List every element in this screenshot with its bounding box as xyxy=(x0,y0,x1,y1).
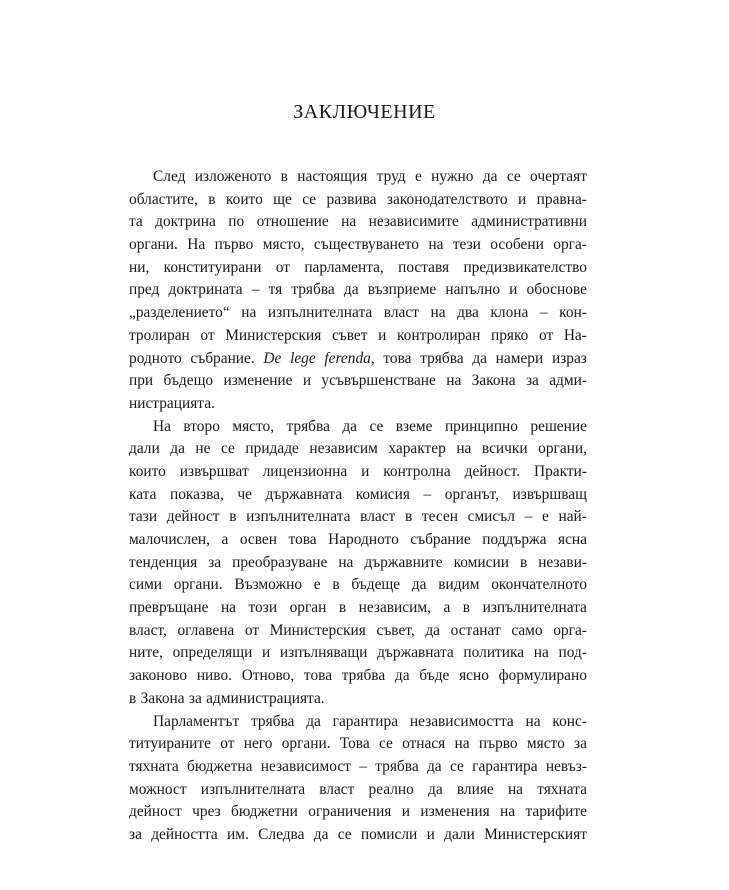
paragraph xyxy=(129,166,587,416)
text-line: превръщане на този орган в независим, а в изпълнителната xyxy=(129,599,587,617)
text-line: можност изпълнителната власт реално да влияе на тяхната xyxy=(129,780,587,798)
text-line: в Закона за администрацията. xyxy=(129,689,325,707)
text-line: На второ място, трябва да се вземе принципно решение xyxy=(153,417,587,435)
text-line: областите, в които ще се развива законодателството и правна- xyxy=(129,190,587,208)
text-line: сими органи. Възможно е в бъдеще да видим окончателното xyxy=(129,576,587,594)
text-line: тенденция за преобразуване на държавните комисии в незави- xyxy=(129,553,587,571)
text-line: пред доктрината – тя трябва да възприеме напълно и обоснове xyxy=(129,281,587,299)
paragraph xyxy=(129,416,587,711)
text-line: Парламентът трябва да гарантира независимостта на конс- xyxy=(153,712,587,730)
text-line: дали да не се придаде независим характер на всички органи, xyxy=(129,440,587,458)
text-line: законово ниво. Отново, това трябва да бъде ясно формулирано xyxy=(129,667,587,685)
text-line: та доктрина по отношение на независимите административни xyxy=(129,213,587,231)
text-line: тяхната бюджетна независимост – трябва да се гарантира невъз- xyxy=(129,757,587,775)
text-line: тролиран от Министерския съвет и контролиран пряко от На- xyxy=(129,326,587,344)
text-line: при бъдещо изменение и усъвършенстване на Закона за адми- xyxy=(129,372,587,390)
text-line: ката показва, че държавната комисия – органът, извършващ xyxy=(129,485,587,503)
text-line: ните, определящи и изпълняващи държавната политика на под- xyxy=(129,644,587,662)
page-title: ЗАКЛЮЧЕНИЕ xyxy=(293,101,436,123)
text-line: дейност чрез бюджетни ограничения и изменения на тарифите xyxy=(129,803,587,821)
text-line: След изложеното в настоящия труд е нужно да се очертаят xyxy=(153,168,587,185)
text-line: нистрацията. xyxy=(129,394,215,412)
text-line: органи. На първо място, съществуването на тези особени орга- xyxy=(129,236,587,254)
text-line: малочислен, а освен това Народното събрание поддържа ясна xyxy=(129,531,587,548)
text-line: за дейността им. Следва да се помисли и дали Министерският xyxy=(129,825,587,843)
text-line: титуираните от него органи. Това се отнася на първо място за xyxy=(129,735,587,753)
paragraph xyxy=(129,711,587,847)
text-line: които извършват лицензионна и контролна дейност. Практи- xyxy=(129,462,587,480)
text-line: „разделението“ на изпълнителната власт на два клона – кон- xyxy=(129,304,587,322)
text-line: власт, оглавена от Министерския съвет, да останат само орга- xyxy=(129,621,587,639)
text-line: ни, конституирани от парламента, поставя предизвикателство xyxy=(129,258,587,276)
body-text xyxy=(129,166,587,847)
text-line: тази дейност в изпълнителната власт в тесен смисъл – е най- xyxy=(129,508,587,526)
text-line: родното събрание. De lege ferenda, това трябва да намери израз xyxy=(129,349,587,367)
